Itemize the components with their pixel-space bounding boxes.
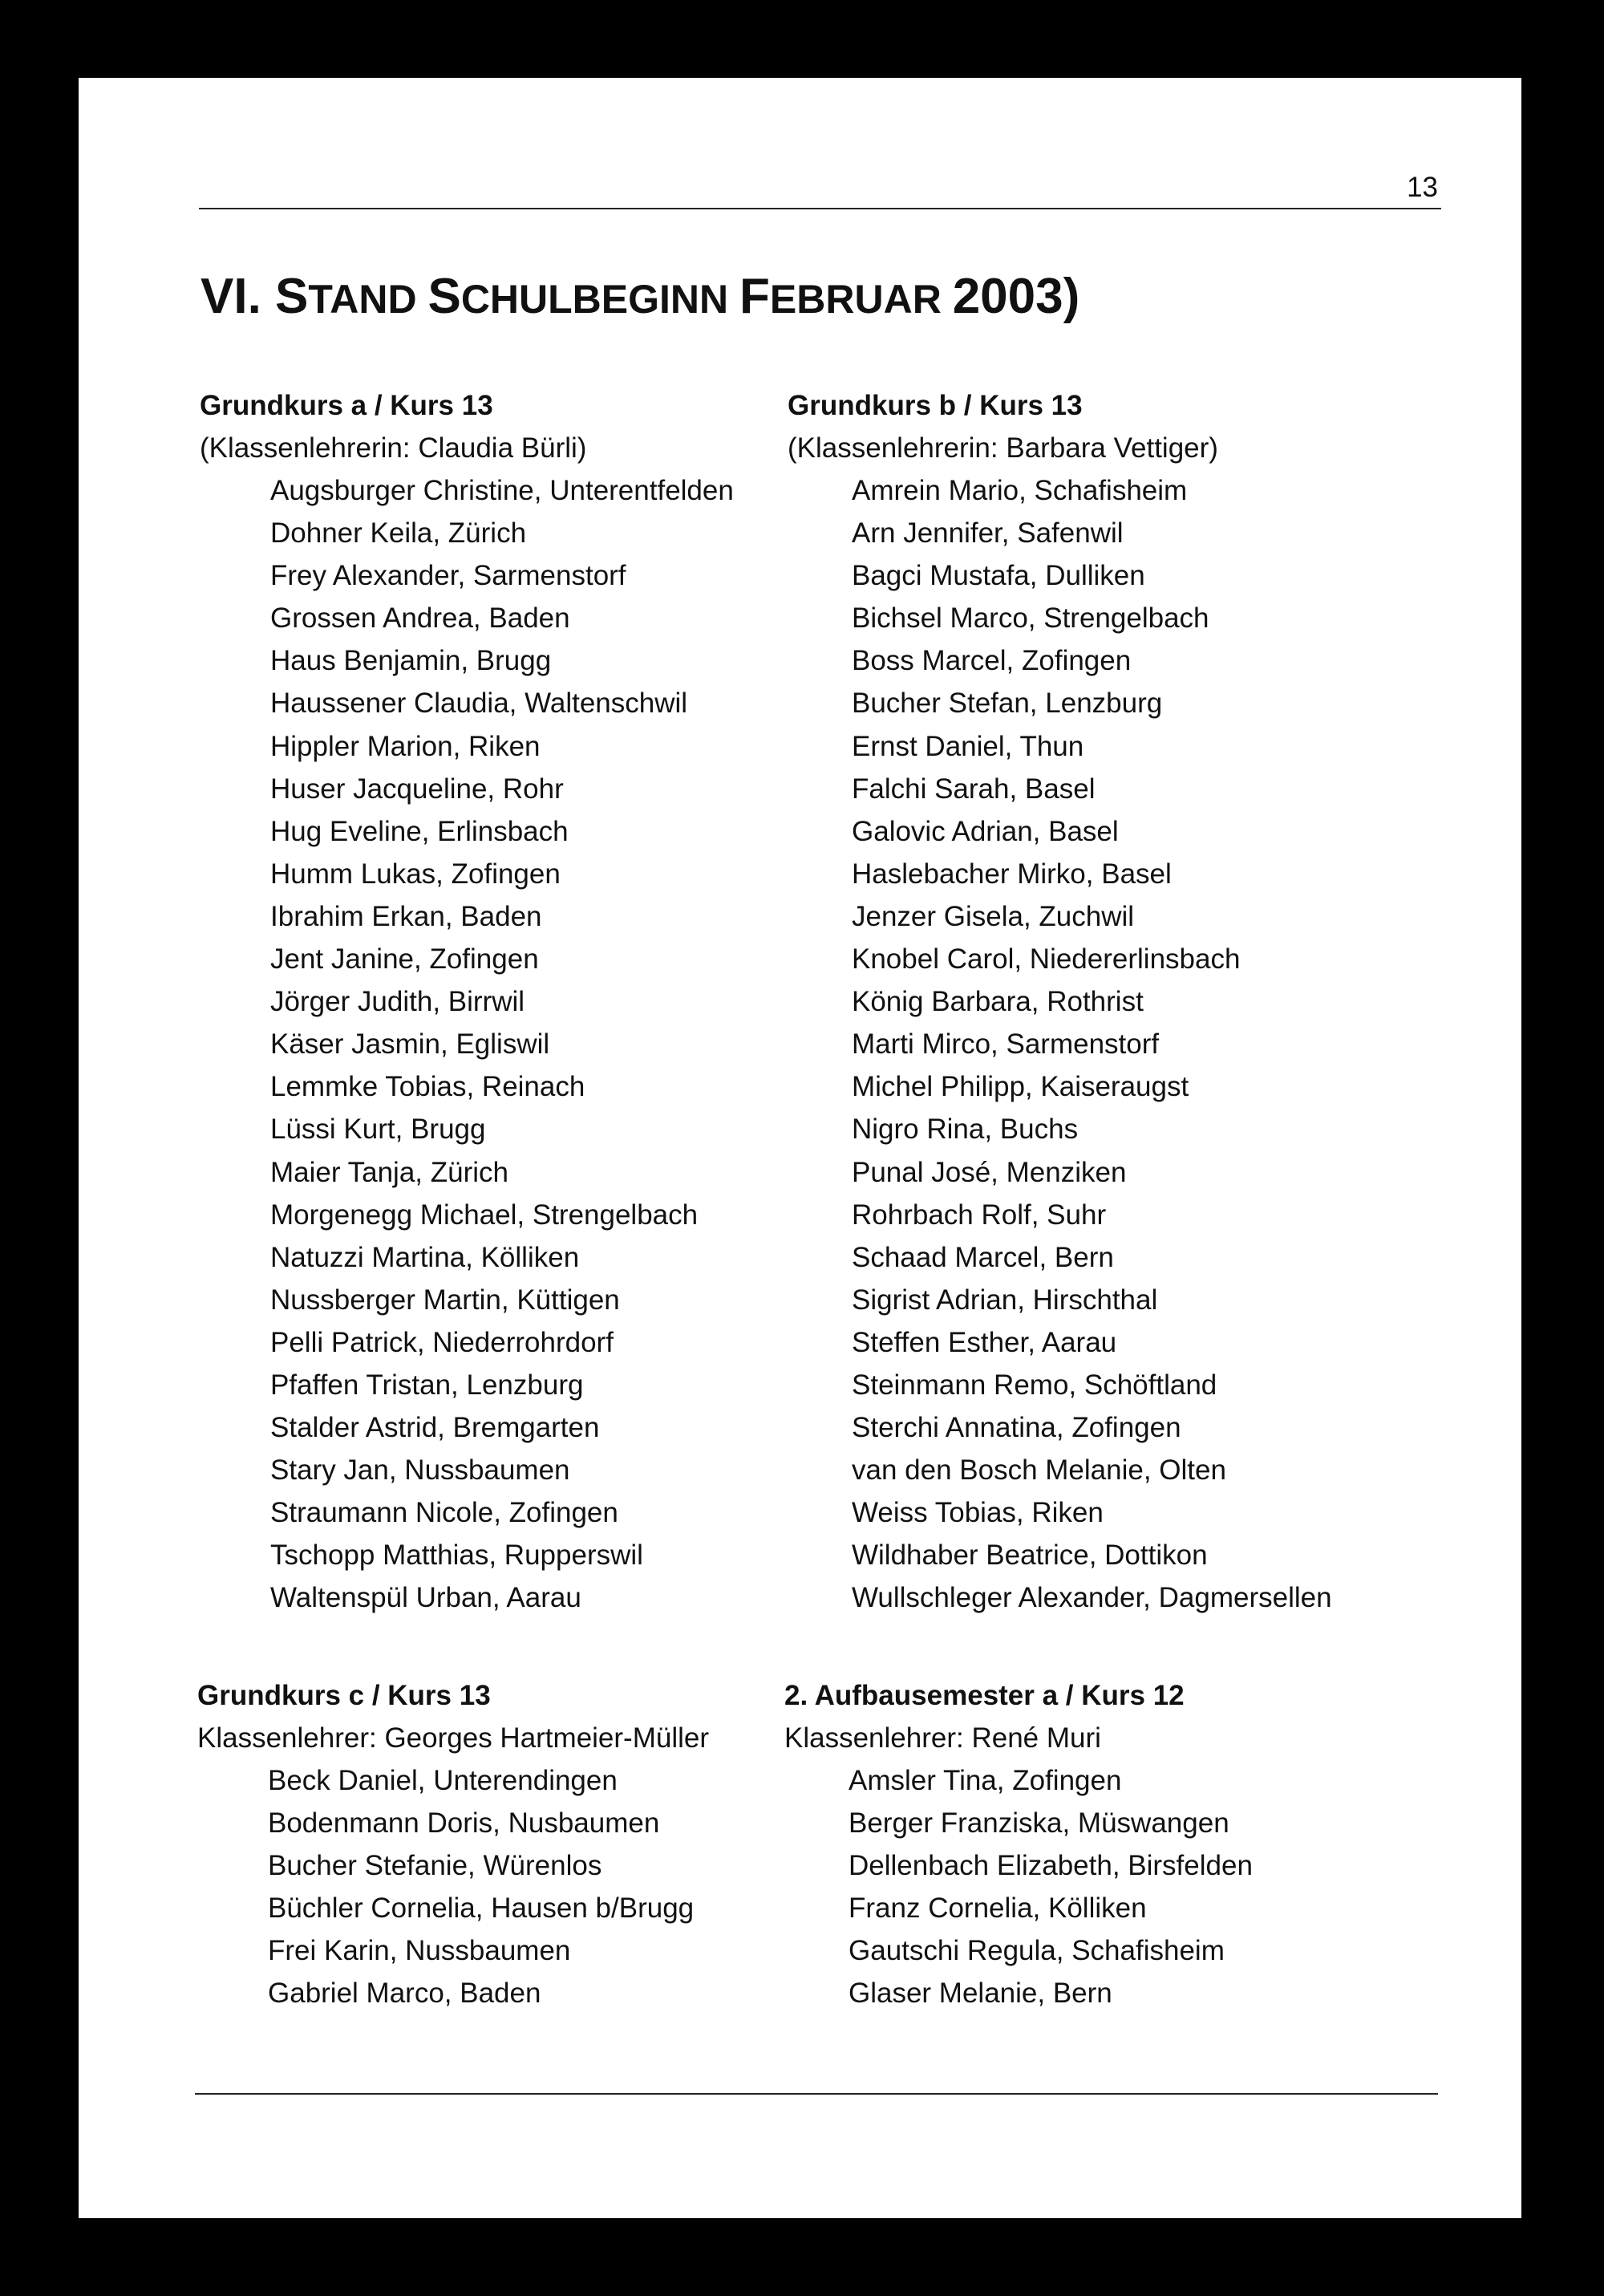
list-item: Berger Franziska, Müswangen — [849, 1807, 1229, 1840]
list-item: Grossen Andrea, Baden — [270, 602, 570, 635]
list-item: Bucher Stefan, Lenzburg — [852, 688, 1163, 720]
list-item: Knobel Carol, Niedererlinsbach — [852, 943, 1241, 976]
document-page — [79, 78, 1521, 2218]
list-item: Sigrist Adrian, Hirschthal — [852, 1284, 1158, 1316]
list-item: Maier Tanja, Zürich — [270, 1156, 508, 1188]
list-item: Jent Janine, Zofingen — [270, 943, 539, 976]
list-item: Ibrahim Erkan, Baden — [270, 900, 542, 932]
list-item: Bichsel Marco, Strengelbach — [852, 602, 1209, 635]
list-item: Haus Benjamin, Brugg — [270, 645, 552, 677]
list-item: Bucher Stefanie, Würenlos — [268, 1850, 602, 1882]
list-item: Bodenmann Doris, Nusbaumen — [268, 1807, 660, 1840]
student-list — [197, 1759, 807, 2015]
student-list — [788, 469, 1397, 1620]
list-item: Stalder Astrid, Bremgarten — [270, 1412, 600, 1444]
student-list — [200, 469, 809, 1620]
title-cap: S — [275, 269, 309, 324]
course-teacher: Klassenlehrer: Georges Hartmeier-Müller — [197, 1722, 709, 1754]
course-aufbausemester-a — [784, 1674, 1394, 2015]
title-suffix: 2003) — [952, 269, 1080, 324]
list-item: Marti Mirco, Sarmenstorf — [852, 1028, 1160, 1061]
list-item: Büchler Cornelia, Hausen b/Brugg — [268, 1892, 695, 1925]
list-item: Nussberger Martin, Küttigen — [270, 1284, 620, 1316]
course-heading: Grundkurs b / Kurs 13 — [788, 390, 1083, 421]
course-grundkurs-c — [197, 1674, 807, 2015]
title-cap: S — [427, 269, 461, 324]
title-smallcaps: TAND — [308, 277, 428, 322]
list-item: Humm Lukas, Zofingen — [270, 858, 561, 890]
course-teacher: (Klassenlehrerin: Barbara Vettiger) — [788, 432, 1218, 464]
list-item: Waltenspül Urban, Aarau — [270, 1582, 581, 1614]
list-item: Bagci Mustafa, Dulliken — [852, 560, 1145, 592]
title-cap: F — [739, 269, 770, 324]
list-item: Gautschi Regula, Schafisheim — [849, 1935, 1225, 1967]
list-item: Sterchi Annatina, Zofingen — [852, 1412, 1181, 1444]
list-item: Wullschleger Alexander, Dagmersellen — [852, 1582, 1332, 1614]
list-item: van den Bosch Melanie, Olten — [852, 1454, 1226, 1487]
list-item: Dohner Keila, Zürich — [270, 517, 527, 550]
section-title — [200, 266, 1079, 330]
list-item: Glaser Melanie, Bern — [849, 1978, 1112, 2010]
list-item: Boss Marcel, Zofingen — [852, 645, 1132, 677]
list-item: Steffen Esther, Aarau — [852, 1326, 1117, 1358]
list-item: Wildhaber Beatrice, Dottikon — [852, 1539, 1208, 1572]
list-item: Frey Alexander, Sarmenstorf — [270, 560, 626, 592]
list-item: Falchi Sarah, Basel — [852, 773, 1096, 805]
list-item: Jörger Judith, Birrwil — [270, 986, 525, 1018]
list-item: Weiss Tobias, Riken — [852, 1497, 1104, 1529]
course-grundkurs-b — [788, 384, 1397, 1620]
list-item: Tschopp Matthias, Rupperswil — [270, 1539, 643, 1572]
list-item: Punal José, Menziken — [852, 1156, 1127, 1188]
title-prefix: VI. — [200, 269, 276, 324]
list-item: Amsler Tina, Zofingen — [849, 1765, 1122, 1796]
list-item: Jenzer Gisela, Zuchwil — [852, 900, 1135, 932]
list-item: Amrein Mario, Schafisheim — [852, 475, 1188, 506]
list-item: Augsburger Christine, Unterentfelden — [270, 475, 734, 506]
list-item: König Barbara, Rothrist — [852, 986, 1144, 1018]
list-item: Steinmann Remo, Schöftland — [852, 1369, 1217, 1401]
header-rule — [199, 208, 1441, 209]
list-item: Morgenegg Michael, Strengelbach — [270, 1199, 699, 1231]
list-item: Lemmke Tobias, Reinach — [270, 1071, 585, 1103]
list-item: Haussener Claudia, Waltenschwil — [270, 688, 688, 720]
course-teacher: Klassenlehrer: René Muri — [784, 1722, 1101, 1754]
list-item: Arn Jennifer, Safenwil — [852, 517, 1124, 550]
course-heading: 2. Aufbausemester a / Kurs 12 — [784, 1680, 1185, 1711]
course-heading: Grundkurs a / Kurs 13 — [200, 390, 493, 421]
list-item: Hug Eveline, Erlinsbach — [270, 815, 569, 847]
list-item: Michel Philipp, Kaiseraugst — [852, 1071, 1189, 1103]
course-teacher: (Klassenlehrerin: Claudia Bürli) — [200, 432, 587, 464]
list-item: Lüssi Kurt, Brugg — [270, 1114, 486, 1146]
page-number: 13 — [1407, 172, 1438, 203]
list-item: Gabriel Marco, Baden — [268, 1978, 541, 2010]
list-item: Nigro Rina, Buchs — [852, 1114, 1079, 1146]
list-item: Galovic Adrian, Basel — [852, 815, 1119, 847]
title-smallcaps: CHULBEGINN — [460, 277, 740, 322]
student-list — [784, 1759, 1394, 2015]
list-item: Pelli Patrick, Niederrohrdorf — [270, 1326, 614, 1358]
footer-rule — [195, 2093, 1438, 2095]
list-item: Dellenbach Elizabeth, Birsfelden — [849, 1850, 1253, 1882]
list-item: Ernst Daniel, Thun — [852, 730, 1084, 762]
title-smallcaps: EBRUAR — [769, 277, 953, 322]
list-item: Franz Cornelia, Kölliken — [849, 1892, 1147, 1925]
list-item: Rohrbach Rolf, Suhr — [852, 1199, 1107, 1231]
list-item: Stary Jan, Nussbaumen — [270, 1454, 570, 1487]
list-item: Beck Daniel, Unterendingen — [268, 1765, 618, 1796]
list-item: Natuzzi Martina, Kölliken — [270, 1241, 580, 1273]
list-item: Pfaffen Tristan, Lenzburg — [270, 1369, 584, 1401]
course-heading: Grundkurs c / Kurs 13 — [197, 1680, 491, 1711]
list-item: Straumann Nicole, Zofingen — [270, 1497, 618, 1529]
list-item: Huser Jacqueline, Rohr — [270, 773, 564, 805]
list-item: Frei Karin, Nussbaumen — [268, 1935, 571, 1967]
list-item: Hippler Marion, Riken — [270, 730, 541, 762]
list-item: Haslebacher Mirko, Basel — [852, 858, 1172, 890]
list-item: Käser Jasmin, Egliswil — [270, 1028, 550, 1061]
list-item: Schaad Marcel, Bern — [852, 1241, 1114, 1273]
course-grundkurs-a — [200, 384, 809, 1620]
